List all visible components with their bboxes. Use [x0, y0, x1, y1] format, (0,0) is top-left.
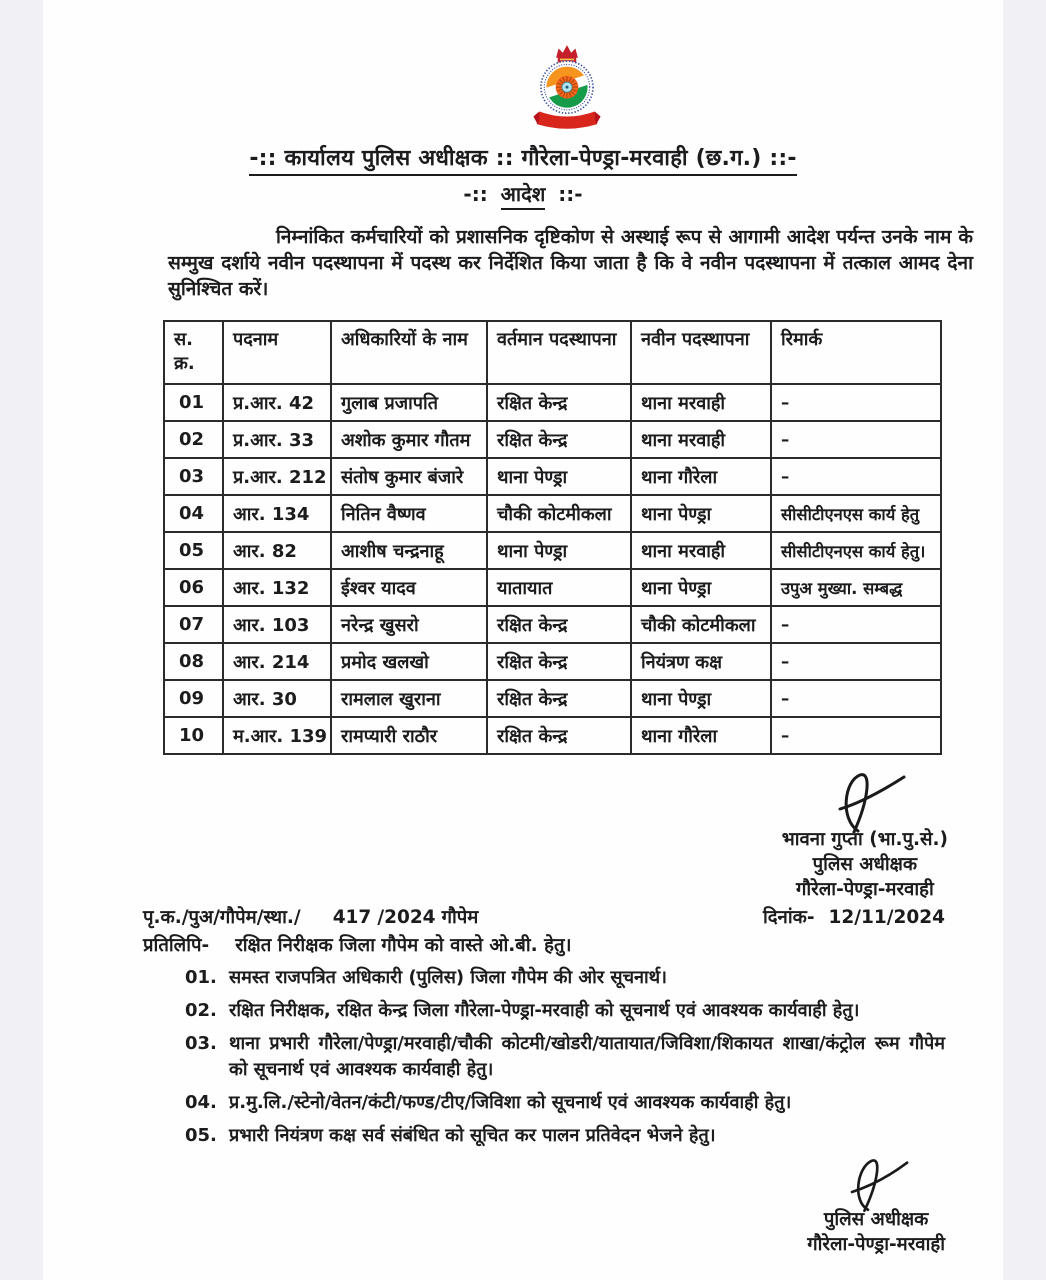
cell-current-posting: रक्षित केन्द्र [487, 606, 631, 643]
cell-serial: 08 [164, 643, 223, 680]
distribution-item-text: प्र.मु.लि./स्टेनो/वेतन/कंटी/फण्ड/टीए/जिविशा को सूचनार्थ एवं आवश्यक कार्यवाही हेतु। [229, 1092, 792, 1113]
header-current-posting: वर्तमान पदस्थापना [487, 321, 631, 384]
signatory-name: भावना गुप्ता (भा.पु.से.) [781, 829, 948, 850]
reference-label: पृ.क./पुअ/गौपेम/स्था./ [143, 907, 301, 928]
cell-remark: सीसीटीएनएस कार्य हेतु। [771, 532, 941, 569]
police-emblem-icon [525, 44, 609, 132]
cell-remark: – [771, 606, 941, 643]
table-row [164, 606, 941, 643]
signature-scribble-icon [836, 1155, 916, 1213]
cell-remark: – [771, 717, 941, 754]
cell-officer-name: ईश्वर यादव [331, 569, 487, 606]
cell-new-posting: थाना पेण्ड्रा [631, 680, 771, 717]
cell-current-posting: यातायात [487, 569, 631, 606]
reference-office: गौपेम [441, 907, 479, 928]
cell-new-posting: थाना पेण्ड्रा [631, 569, 771, 606]
distribution-item-number: 03. [185, 1033, 217, 1054]
office-title [43, 142, 1003, 176]
cell-officer-name: गुलाब प्रजापति [331, 384, 487, 421]
reference-row [143, 904, 945, 929]
signatory-district: गौरेला-पेण्ड्रा-मरवाही [795, 879, 934, 900]
cell-designation: आर. 134 [223, 495, 331, 532]
signatory-designation: पुलिस अधीक्षक [812, 854, 918, 875]
cell-current-posting: चौकी कोटमीकला [487, 495, 631, 532]
cell-new-posting: थाना पेण्ड्रा [631, 495, 771, 532]
order-heading [43, 180, 1003, 210]
cell-designation: आर. 30 [223, 680, 331, 717]
cell-current-posting: रक्षित केन्द्र [487, 717, 631, 754]
cell-remark: उपुअ मुख्या. सम्बद्ध [771, 569, 941, 606]
copy-text: रक्षित निरीक्षक जिला गौपेम को वास्ते ओ.बी. हेतु। [235, 935, 572, 956]
cell-designation: प्र.आर. 33 [223, 421, 331, 458]
date-value: 12/11/2024 [828, 907, 945, 928]
distribution-item-number: 01. [185, 967, 217, 988]
cell-serial: 04 [164, 495, 223, 532]
table-row [164, 532, 941, 569]
table-row [164, 458, 941, 495]
cell-new-posting: नियंत्रण कक्ष [631, 643, 771, 680]
cell-designation: म.आर. 139 [223, 717, 331, 754]
reference-number: 417 [332, 907, 372, 928]
cell-designation: आर. 103 [223, 606, 331, 643]
cell-remark: – [771, 680, 941, 717]
header-remark: रिमार्क [771, 321, 941, 384]
distribution-item [185, 1123, 945, 1149]
order-prefix: -:: [463, 182, 488, 206]
cell-remark: – [771, 458, 941, 495]
cell-officer-name: अशोक कुमार गौतम [331, 421, 487, 458]
cell-new-posting: थाना गौरेला [631, 717, 771, 754]
distribution-item [185, 998, 945, 1024]
distribution-item-number: 04. [185, 1092, 217, 1113]
cell-serial: 01 [164, 384, 223, 421]
signature-block-top [782, 771, 948, 902]
cell-remark: – [771, 384, 941, 421]
header-serial: स. क्र. [164, 321, 223, 384]
cell-officer-name: नितिन वैष्णव [331, 495, 487, 532]
cell-officer-name: आशीष चन्द्रनाहू [331, 532, 487, 569]
reference-number-line [143, 904, 484, 929]
cell-officer-name: रामलाल खुराना [331, 680, 487, 717]
postings-table [163, 320, 942, 755]
distribution-item-number: 02. [185, 1000, 217, 1021]
cell-remark: – [771, 421, 941, 458]
signature-block-bottom [807, 1155, 945, 1257]
copy-line [143, 932, 973, 957]
signatory-district: गौरेला-पेण्ड्रा-मरवाही [807, 1234, 945, 1255]
cell-current-posting: रक्षित केन्द्र [487, 421, 631, 458]
logo-container [87, 44, 1003, 132]
cell-current-posting: रक्षित केन्द्र [487, 680, 631, 717]
cell-designation: आर. 132 [223, 569, 331, 606]
cell-current-posting: रक्षित केन्द्र [487, 643, 631, 680]
date-label: दिनांक- [762, 907, 815, 928]
order-suffix: ::- [558, 182, 583, 206]
table-row [164, 495, 941, 532]
signatory-designation: पुलिस अधीक्षक [823, 1209, 929, 1230]
intro-paragraph: निम्नांकित कर्मचारियों को प्रशासनिक दृष्टिकोण से अस्थाई रूप से आगामी आदेश पर्यन्त उनके नाम के सम्मुख दर्शाये नवीन पदस्थापना में पदस्थ कर निर्देशित किया जाता है कि वे नवीन पदस्थापना में तत्काल आमद देना सुनिश्चित करें। [168, 226, 973, 300]
distribution-item [185, 965, 945, 991]
cell-designation: आर. 82 [223, 532, 331, 569]
header-new-posting: नवीन पदस्थापना [631, 321, 771, 384]
table-row [164, 421, 941, 458]
cell-serial: 06 [164, 569, 223, 606]
cell-serial: 05 [164, 532, 223, 569]
cell-serial: 07 [164, 606, 223, 643]
distribution-item-text: समस्त राजपत्रित अधिकारी (पुलिस) जिला गौपेम की ओर सूचनार्थ। [229, 967, 667, 988]
reference-year: /2024 [377, 907, 436, 928]
order-word: आदेश [501, 180, 546, 210]
cell-new-posting: थाना मरवाही [631, 384, 771, 421]
distribution-item-text: रक्षित निरीक्षक, रक्षित केन्द्र जिला गौरेला-पेण्ड्रा-मरवाही को सूचनार्थ एवं आवश्यक कार्यवाही हेतु। [229, 1000, 860, 1021]
cell-serial: 10 [164, 717, 223, 754]
table-row [164, 643, 941, 680]
cell-current-posting: थाना पेण्ड्रा [487, 458, 631, 495]
cell-officer-name: रामप्यारी राठौर [331, 717, 487, 754]
distribution-item-number: 05. [185, 1125, 217, 1146]
distribution-list [185, 965, 945, 1149]
distribution-item-text: प्रभारी नियंत्रण कक्ष सर्व संबंधित को सूचित कर पालन प्रतिवेदन भेजने हेतु। [229, 1125, 716, 1146]
cell-designation: प्र.आर. 212 [223, 458, 331, 495]
document-page [43, 0, 1003, 1280]
date-line [749, 904, 945, 929]
office-title-text: -:: कार्यालय पुलिस अधीक्षक :: गौरेला-पेण्ड्रा-मरवाही (छ.ग.) ::- [249, 142, 796, 176]
cell-officer-name: नरेन्द्र खुसरो [331, 606, 487, 643]
table-row [164, 384, 941, 421]
cell-remark: – [771, 643, 941, 680]
cell-serial: 09 [164, 680, 223, 717]
cell-new-posting: चौकी कोटमीकला [631, 606, 771, 643]
cell-remark: सीसीटीएनएस कार्य हेतु [771, 495, 941, 532]
distribution-item-text: थाना प्रभारी गौरेला/पेण्ड्रा/मरवाही/चौकी कोटमी/खोडरी/यातायात/जिविशा/शिकायत शाखा/कंट्रोल रूम गौपेम को सूचनार्थ एवं आवश्यक कार्यवाही हेतु। [229, 1033, 945, 1080]
cell-current-posting: रक्षित केन्द्र [487, 384, 631, 421]
cell-officer-name: संतोष कुमार बंजारे [331, 458, 487, 495]
header-designation: पदनाम [223, 321, 331, 384]
cell-new-posting: थाना मरवाही [631, 532, 771, 569]
distribution-item [185, 1090, 945, 1116]
header-officer-name: अधिकारियों के नाम [331, 321, 487, 384]
cell-serial: 03 [164, 458, 223, 495]
cell-serial: 02 [164, 421, 223, 458]
table-row [164, 717, 941, 754]
copy-label: प्रतिलिपि- [143, 935, 210, 956]
table-header-row [164, 321, 941, 384]
table-row [164, 680, 941, 717]
cell-designation: आर. 214 [223, 643, 331, 680]
distribution-item [185, 1031, 945, 1083]
signature-scribble-icon [820, 771, 910, 833]
cell-new-posting: थाना मरवाही [631, 421, 771, 458]
table-row [164, 569, 941, 606]
cell-new-posting: थाना गौरेला [631, 458, 771, 495]
cell-officer-name: प्रमोद खलखो [331, 643, 487, 680]
cell-current-posting: थाना पेण्ड्रा [487, 532, 631, 569]
cell-designation: प्र.आर. 42 [223, 384, 331, 421]
